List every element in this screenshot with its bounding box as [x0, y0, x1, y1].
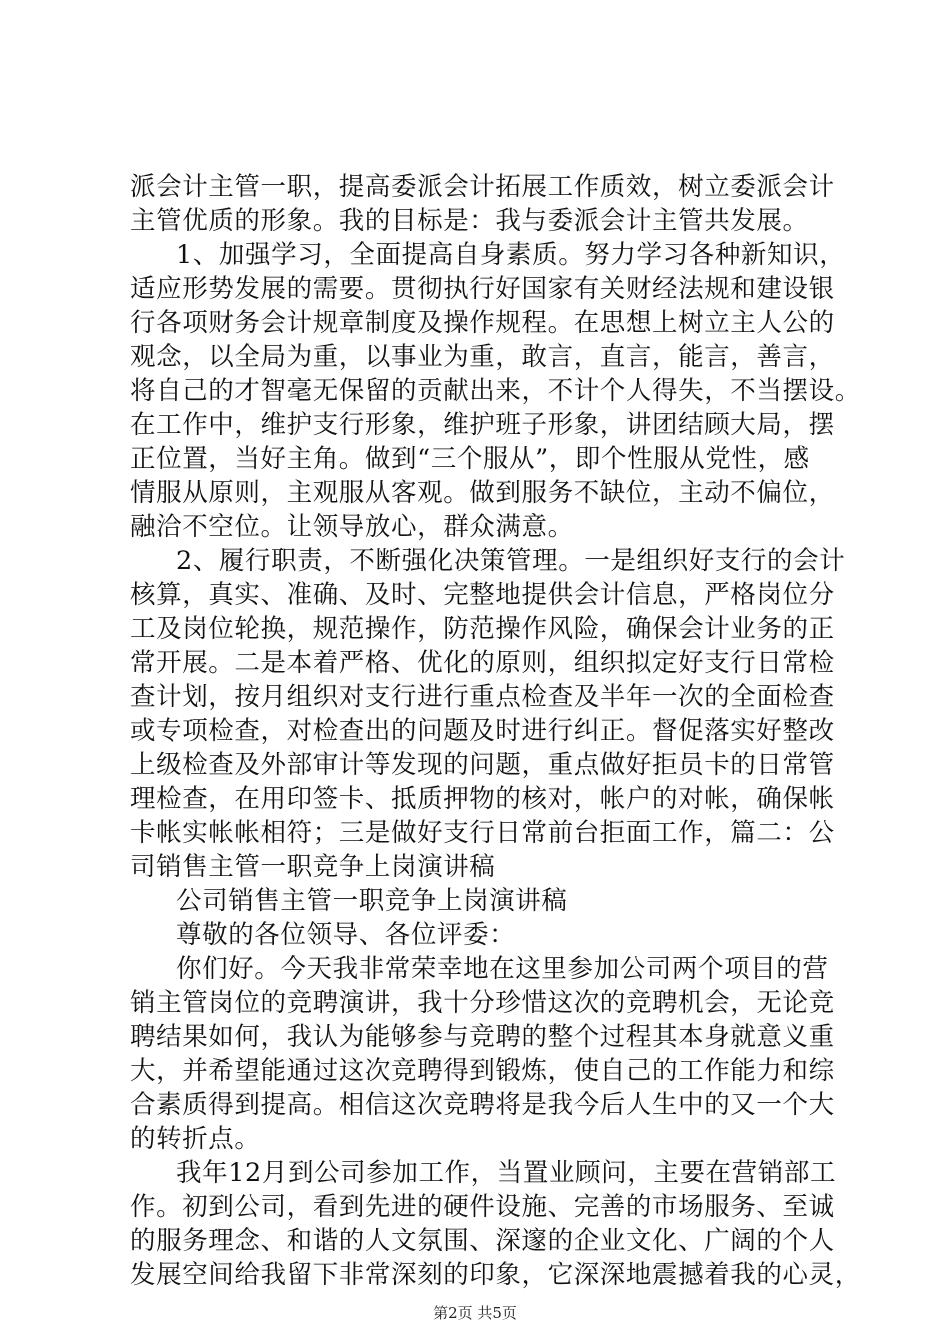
text-line: 主管优质的形象。我的目标是：我与委派会计主管共发展。 — [130, 206, 809, 236]
text-line: 司销售主管一职竞争上岗演讲稿 — [130, 852, 496, 882]
text-line: 观念，以全局为重，以事业为重，敢言，直言，能言，善言， — [130, 342, 835, 372]
text-line: 派会计主管一职，提高委派会计拓展工作质效，树立委派会计 — [130, 172, 835, 202]
text-line: 公司销售主管一职竞争上岗演讲稿 — [176, 886, 568, 916]
text-line: 你们好。今天我非常荣幸地在这里参加公司两个项目的营 — [176, 954, 829, 984]
page-number-footer: 第2页 共5页 — [433, 1304, 517, 1322]
text-line: 情服从原则，主观服从客观。做到服务不缺位，主动不偏位， — [130, 478, 835, 508]
text-line: 发展空间给我留下非常深刻的印象，它深深地震撼着我的心灵， — [130, 1260, 861, 1290]
text-line: 核算，真实、准确、及时、完整地提供会计信息，严格岗位分 — [130, 580, 835, 610]
text-line: 在工作中，维护支行形象，维护班子形象，讲团结顾大局，摆 — [130, 410, 835, 440]
text-line: 卡帐实帐帐相符；三是做好支行日常前台拒面工作，篇二：公 — [130, 818, 835, 848]
salutation: 尊敬的各位领导、各位评委： — [176, 920, 516, 950]
text-line: 或专项检查，对检查出的问题及时进行纠正。督促落实好整改 — [130, 716, 835, 746]
text-line: 的服务理念、和谐的人文氛围、深邃的企业文化、广阔的个人 — [130, 1226, 835, 1256]
text-line: 的转折点。 — [130, 1124, 261, 1154]
text-line: 上级检查及外部审计等发现的问题，重点做好拒员卡的日常管 — [130, 750, 835, 780]
text-line: 合素质得到提高。相信这次竞聘将是我今后人生中的又一个大 — [130, 1090, 835, 1120]
text-line: 销主管岗位的竞聘演讲，我十分珍惜这次的竞聘机会，无论竞 — [130, 988, 835, 1018]
text-line: 大，并希望能通过这次竞聘得到锻炼，使自己的工作能力和综 — [130, 1056, 835, 1086]
text-line: 适应形势发展的需要。贯彻执行好国家有关财经法规和建设银 — [130, 274, 835, 304]
text-line: 将自己的才智毫无保留的贡献出来，不计个人得失，不当摆设。 — [130, 376, 861, 406]
text-line: 理检查，在用印签卡、抵质押物的核对，帐户的对帐，确保帐 — [130, 784, 835, 814]
text-line: 查计划，按月组织对支行进行重点检查及半年一次的全面检查 — [130, 682, 835, 712]
text-line: 聘结果如何，我认为能够参与竞聘的整个过程其本身就意义重 — [130, 1022, 835, 1052]
text-line: 1、加强学习，全面提高自身素质。努力学习各种新知识， — [176, 240, 846, 270]
text-line: 行各项财务会计规章制度及操作规程。在思想上树立主人公的 — [130, 308, 835, 338]
text-line: 作。初到公司，看到先进的硬件设施、完善的市场服务、至诚 — [130, 1192, 835, 1222]
text-line: 2、履行职责，不断强化决策管理。一是组织好支行的会计 — [176, 546, 846, 576]
text-line: 常开展。二是本着严格、优化的原则，组织拟定好支行日常检 — [130, 648, 835, 678]
text-line: 融洽不空位。让领导放心，群众满意。 — [130, 512, 574, 542]
text-line: 工及岗位轮换，规范操作，防范操作风险，确保会计业务的正 — [130, 614, 835, 644]
text-line: 正位置，当好主角。做到“三个服从”，即个性服从党性，感 — [130, 444, 810, 474]
text-line: 我年12月到公司参加工作，当置业顾问，主要在营销部工 — [176, 1158, 837, 1188]
